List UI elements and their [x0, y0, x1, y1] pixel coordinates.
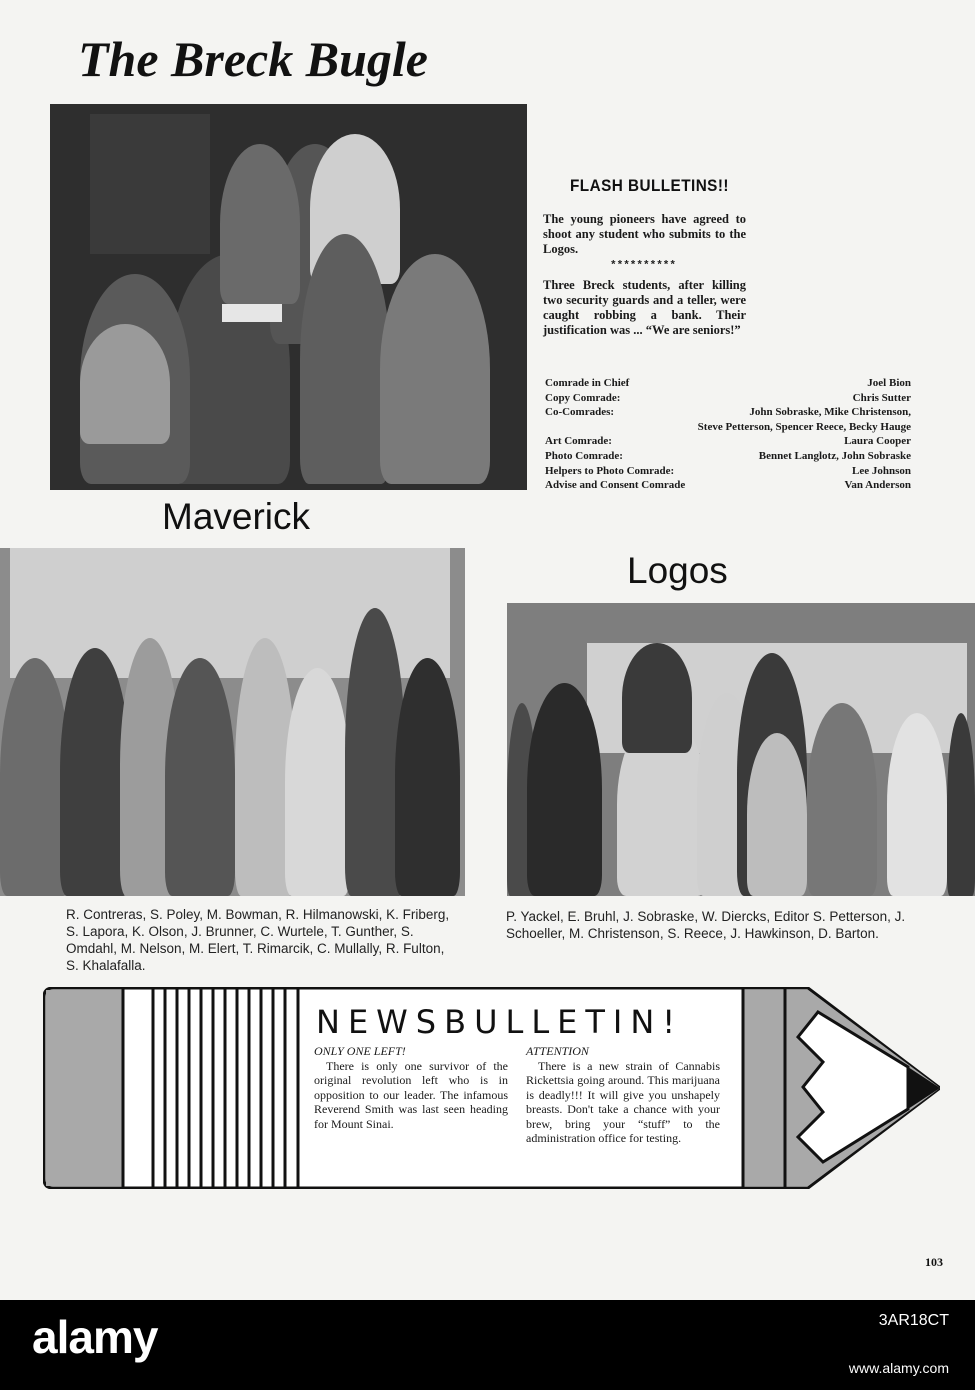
- staff-row: Copy Comrade: Chris Sutter: [545, 391, 911, 404]
- news-column-1: [314, 1044, 508, 1131]
- news-column-2-heading: ATTENTION: [526, 1044, 589, 1058]
- staff-row: Helpers to Photo Comrade: Lee Johnson: [545, 464, 911, 477]
- staff-row: Art Comrade: Laura Cooper: [545, 435, 911, 448]
- news-column-1-heading: ONLY ONE LEFT!: [314, 1044, 406, 1058]
- pencil-eraser: [46, 990, 123, 1186]
- staff-row: Photo Comrade: Bennet Langlotz, John Sobraske: [545, 449, 911, 462]
- staff-credits: [545, 376, 911, 493]
- watermark-url: www.alamy.com: [848, 1360, 949, 1376]
- watermark-logo: alamy: [32, 1311, 158, 1363]
- staff-row: Advise and Consent Comrade Van Anderson: [545, 479, 911, 492]
- page-title: The Breck Bugle: [78, 31, 428, 87]
- staff-row: Steve Petterson, Spencer Reece, Becky Hauge: [697, 420, 911, 433]
- logos-caption: P. Yackel, E. Bruhl, J. Sobraske, W. Diercks, Editor S. Petterson, J. Schoeller, M. Christenson, S. Reece, J. Hawkinson, D. Barton.: [506, 909, 906, 941]
- news-bulletin-heading: NEWSBULLETIN!: [316, 1003, 684, 1041]
- maverick-group-photo: [0, 548, 465, 896]
- asterisk-divider: **********: [610, 260, 677, 272]
- staff-row: Co-Comrades: John Sobraske, Mike Christenson,: [545, 406, 911, 419]
- page-number: 103: [925, 1255, 943, 1269]
- watermark-image-id: 3AR18CT: [878, 1312, 949, 1329]
- logos-group-photo: [507, 603, 975, 896]
- pencil-lead: [908, 1067, 940, 1109]
- news-column-2: [526, 1044, 720, 1146]
- staff-row: Comrade in Chief Joel Bion: [545, 377, 911, 389]
- flash-paragraph-2: Three Breck students, after killing two security guards and a teller, were caught robbing a bank. Their justification was ... “We are seniors!”: [543, 278, 746, 337]
- logos-heading: Logos: [627, 550, 728, 591]
- maverick-heading: Maverick: [162, 496, 311, 537]
- flash-bulletins-title: FLASH BULLETINS!!: [570, 176, 729, 195]
- flash-paragraph-1: The young pioneers have agreed to shoot any student who submits to the Logos.: [543, 212, 746, 256]
- bugle-staff-photo: [50, 104, 527, 490]
- maverick-caption: R. Contreras, S. Poley, M. Bowman, R. Hilmanowski, K. Friberg, S. Lapora, K. Olson, J. Brunner, C. Wurtele, T. Gunther, S. Omdahl, M. Nelson, M. Elert, T. Rimarcik, C. Mullally, R. Fulton, S. Khalafalla.: [66, 907, 450, 973]
- news-column-1-body: There is only one survivor of the original revolution left who is in opposition to our leader. The infamous Reverend Smith was last seen heading for Mount Sinai.: [314, 1058, 508, 1131]
- news-column-2-body: There is a new strain of Cannabis Rickettsia going around. This marijuana is deadly!!! It will give you unshapely breasts. Don't take a chance with your brew, bring your “stuff” to the administration office for testing.: [526, 1058, 720, 1145]
